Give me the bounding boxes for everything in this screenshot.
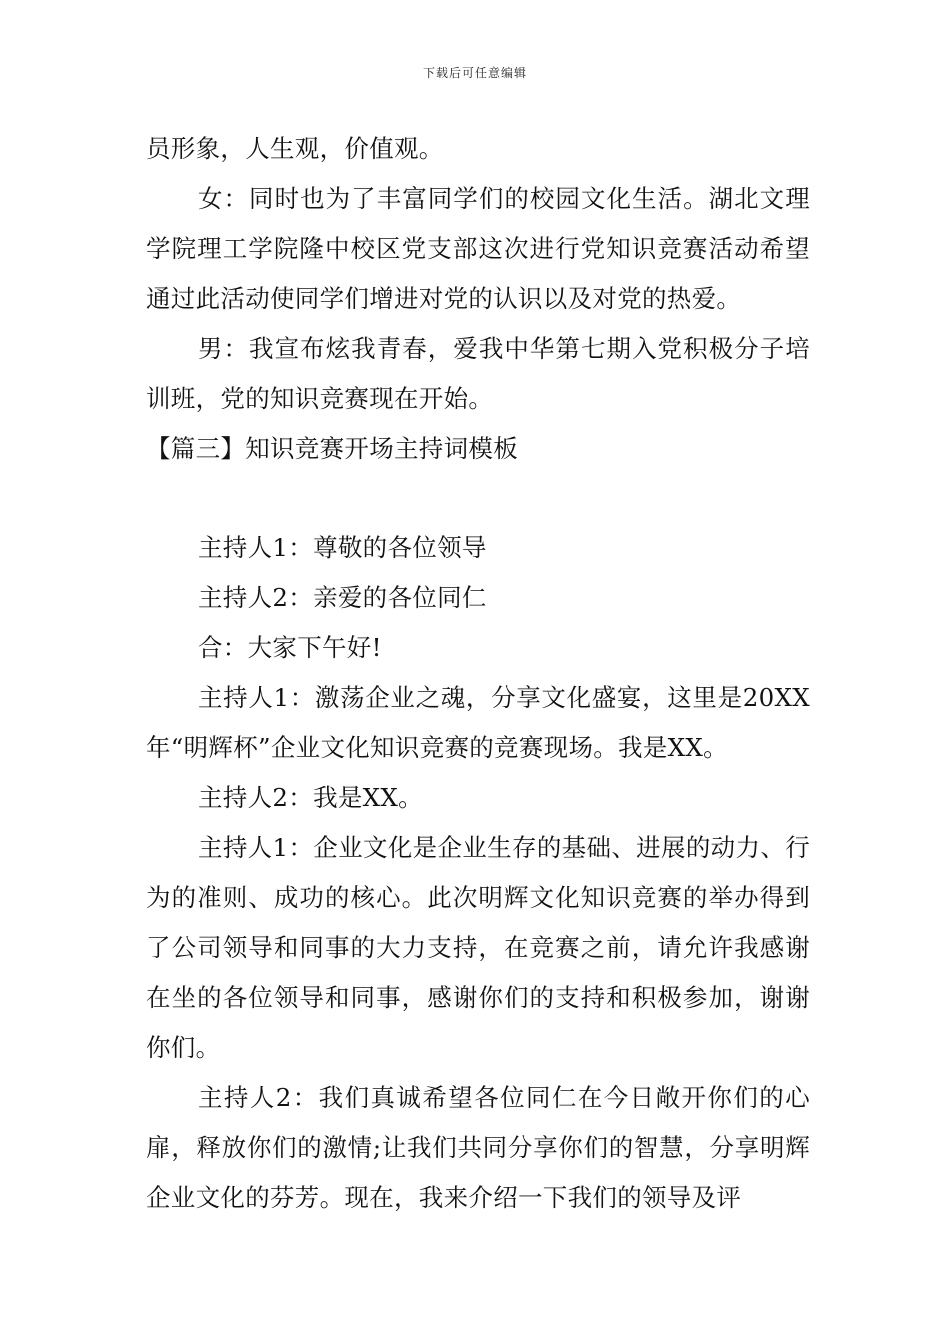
paragraph-host2-intro: 主持人2：我是XX。 [198, 783, 423, 812]
paragraph-female-host: 女：同时也为了丰富同学们的校园文化生活。湖北文理学院理工学院隆中校区党支部这次进行党知识竞赛活动希望通过此活动使同学们增进对党的认识以及对党的热爱。 [146, 184, 810, 313]
paragraph-host1-intro: 主持人1：激荡企业之魂，分享文化盛宴，这里是20XX年“明辉杯”企业文化知识竞赛的竞赛现场。我是XX。 [146, 683, 810, 762]
paragraph-male-host: 男：我宣布炫我青春，爱我中华第七期入党积极分子培训班，党的知识竞赛现在开始。 [146, 334, 810, 413]
paragraph-host2-greeting: 主持人2：亲爱的各位同仁 [198, 583, 487, 612]
document-body [146, 124, 810, 1223]
paragraph-continuation: 员形象，人生观，价值观。 [146, 134, 444, 163]
paragraph-together: 合：大家下午好! [198, 633, 382, 662]
paragraph-host1-culture: 主持人1：企业文化是企业生存的基础、进展的动力、行为的准则、成功的核心。此次明辉文化知识竞赛的举办得到了公司领导和同事的大力支持，在竞赛之前，请允许我感谢在坐的各位领导和同事，感谢你们的支持和积极参加，谢谢你们。 [146, 833, 810, 1062]
section-spacer [146, 474, 810, 523]
page-header: 下载后可任意编辑 [422, 66, 527, 80]
paragraph-host1-greeting: 主持人1：尊敬的各位领导 [198, 533, 487, 562]
section-heading: 【篇三】知识竞赛开场主持词模板 [146, 434, 518, 463]
paragraph-host2-wish: 主持人2：我们真诚希望各位同仁在今日敞开你们的心扉，释放你们的激情;让我们共同分享你们的智慧，分享明辉企业文化的芬芳。现在，我来介绍一下我们的领导及评 [146, 1083, 810, 1212]
